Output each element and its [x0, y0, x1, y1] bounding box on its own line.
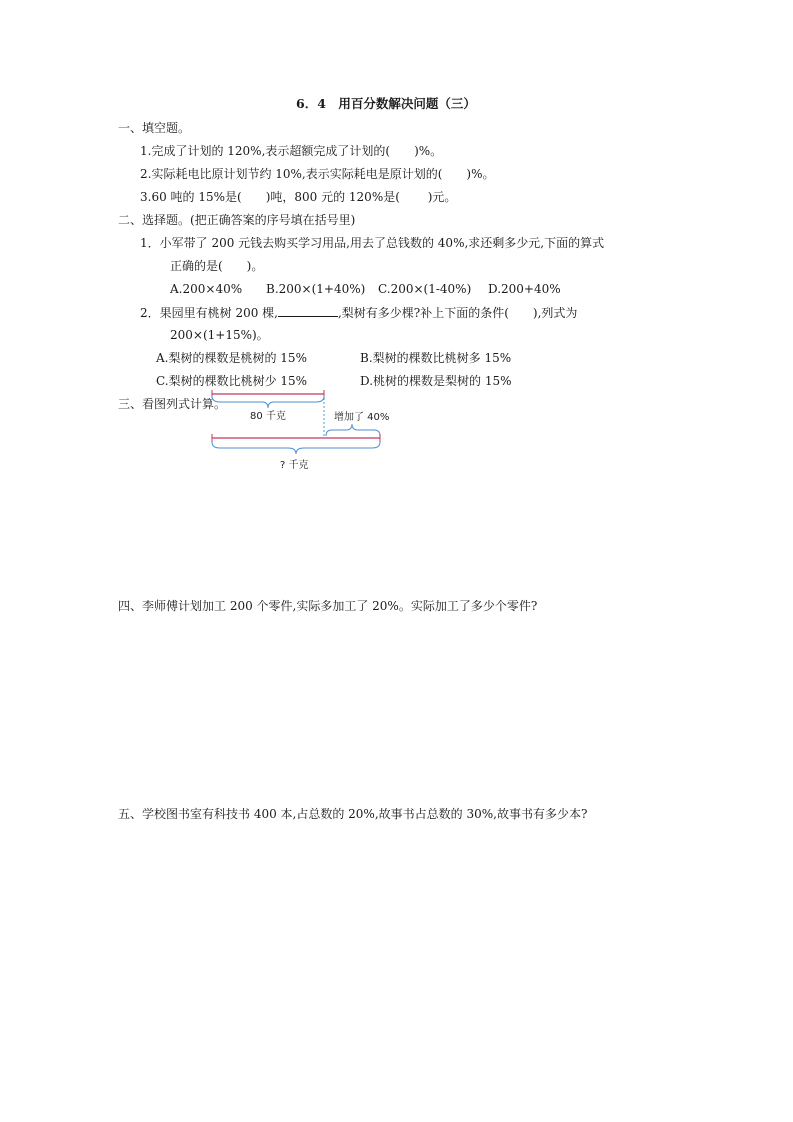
q2-option-b: B.梨树的棵数比桃树多 15% — [360, 351, 512, 365]
q1-option-a: A.200×40% — [170, 282, 243, 296]
section1-question-3: 3.60 吨的 15%是( )吨，800 元的 120%是( )元。 — [140, 190, 457, 204]
q2-suffix: ,梨树有多少棵?补上下面的条件( ),列式为 — [337, 306, 578, 320]
section5-question: 五、学校图书室有科技书 400 本,占总数的 20%,故事书占总数的 30%,故事书有多少本? — [118, 807, 588, 821]
section3-heading-visible: 三、看图列式计算。 — [118, 397, 227, 411]
section1-question-1: 1.完成了计划的 120%,表示超额完成了计划的( )%。 — [140, 144, 443, 158]
section1-question-2: 2.实际耗电比原计划节约 10%,表示实际耗电是原计划的( )%。 — [140, 167, 495, 181]
page-title: 6．4 用百分数解决问题（三） — [296, 96, 476, 111]
section4-question: 四、李师傅计划加工 200 个零件,实际多加工了 20%。实际加工了多少个零件? — [118, 599, 538, 613]
bottom-segment-label: ? 千克 — [280, 460, 309, 471]
q2-option-a: A.梨树的棵数是桃树的 15% — [156, 351, 307, 365]
increase-label: 增加了 40% — [334, 412, 390, 423]
section2-question-1-line2: 正确的是( )。 — [170, 259, 264, 273]
q2-blank — [278, 304, 338, 317]
top-brace — [212, 396, 324, 408]
q2-option-d: D.桃树的棵数是梨树的 15% — [360, 374, 512, 388]
q2-option-c: C.梨树的棵数比桃树少 15% — [156, 374, 308, 388]
top-segment-label: 80 千克 — [250, 411, 286, 422]
section1-heading: 一、填空题。 — [118, 121, 191, 135]
q1-option-b: B.200×(1+40%) — [266, 282, 366, 296]
bottom-brace — [212, 442, 380, 454]
line-segment-diagram — [208, 388, 408, 478]
q1-option-d: D.200+40% — [488, 282, 561, 296]
q2-prefix: 2．果园里有桃树 200 棵, — [140, 306, 278, 320]
section2-question-1-line1: 1．小军带了 200 元钱去购买学习用品,用去了总钱数的 40%,求还剩多少元,下面的算式 — [140, 236, 605, 250]
section2-heading: 二、选择题。(把正确答案的序号填在括号里) — [118, 213, 356, 227]
increase-brace — [326, 424, 380, 436]
section2-question-2-line1 — [140, 304, 577, 321]
section2-question-2-line2: 200×(1+15%)。 — [170, 328, 269, 342]
q1-option-c: C.200×(1-40%) — [378, 282, 472, 296]
